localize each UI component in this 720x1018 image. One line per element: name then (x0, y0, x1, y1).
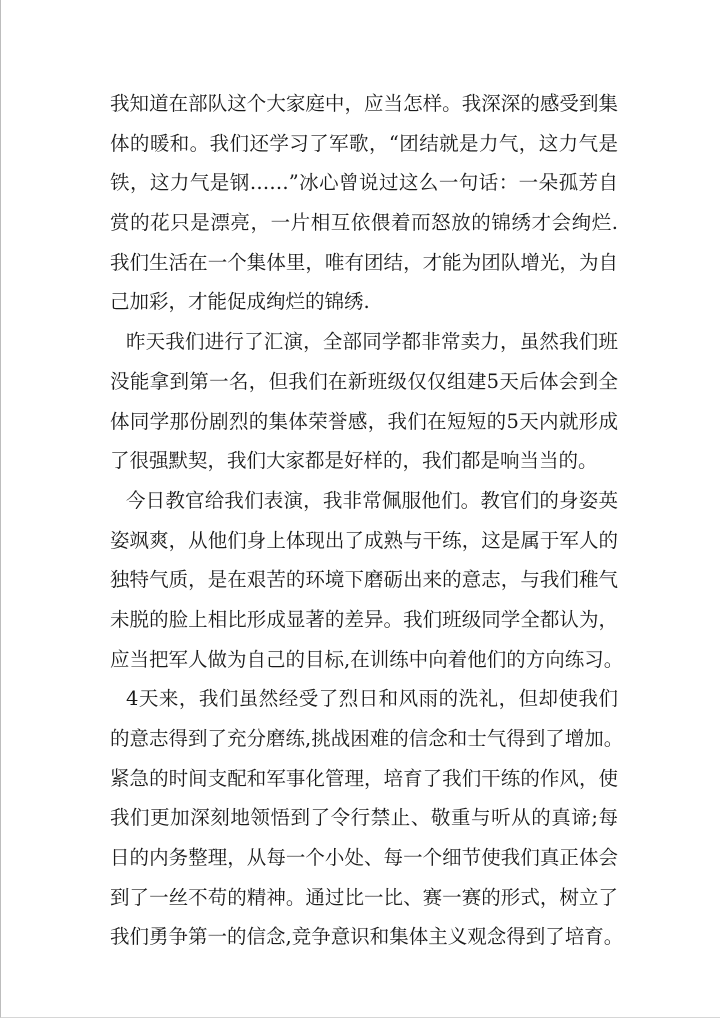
text-line: 日的内务整理，从每一个小处、每一个细节使我们真正体会 (110, 846, 618, 870)
text-line: 昨天我们进行了汇演，全部同学都非常卖力，虽然我们班 (126, 330, 618, 354)
text-line: 己加彩，才能促成绚烂的锦绣. (110, 290, 370, 314)
paragraph-1 (110, 84, 618, 322)
text-line: 应当把军人做为自己的目标,在训练中向着他们的方向练习。 (110, 647, 624, 671)
text-line: 4天来，我们虽然经受了烈日和风雨的洗礼，但却使我们 (126, 687, 618, 711)
paragraph-2 (110, 322, 618, 481)
text-line: 我知道在部队这个大家庭中，应当怎样。我深深的感受到集 (110, 92, 618, 115)
text-line: 的意志得到了充分磨练,挑战困难的信念和士气得到了增加。 (110, 727, 624, 750)
paragraph-3 (110, 481, 624, 679)
text-line: 我们更加深刻地领悟到了令行禁止、敬重与听从的真谛;每 (110, 806, 618, 830)
text-line: 未脱的脸上相比形成显著的差异。我们班级同学全都认为， (110, 607, 618, 631)
text-line: 紧急的时间支配和军事化管理，培育了我们干练的作风，使 (110, 766, 618, 790)
text-line: 没能拿到第一名，但我们在新班级仅仅组建5天后体会到全 (110, 369, 618, 393)
text-line: 到了一丝不苟的精神。通过比一比、赛一赛的形式，树立了 (110, 885, 618, 909)
text-line: 赏的花只是漂亮，一片相互依偎着而怒放的锦绣才会绚烂. (110, 211, 618, 235)
text-line: 铁，这力气是钢……”冰心曾说过这么一句话：一朵孤芳自 (110, 171, 618, 195)
text-line: 了很强默契，我们大家都是好样的，我们都是响当当的。 (110, 449, 598, 473)
text-line: 我们生活在一个集体里，唯有团结，才能为团队增光，为自 (110, 250, 618, 274)
text-line: 今日教官给我们表演，我非常佩服他们。教官们的身姿英 (126, 488, 618, 512)
paragraph-4 (110, 679, 624, 957)
text-line: 体的暖和。我们还学习了军歌，“团结就是力气，这力气是 (110, 131, 618, 155)
document-body (110, 84, 624, 957)
text-line: 姿飒爽，从他们身上体现出了成熟与干练，这是属于军人的 (110, 528, 618, 552)
text-line: 独特气质，是在艰苦的环境下磨砺出来的意志，与我们稚气 (110, 568, 618, 592)
text-line: 我们勇争第一的信念,竞争意识和集体主义观念得到了培育。 (110, 925, 624, 949)
text-line: 体同学那份剧烈的集体荣誉感，我们在短短的5天内就形成 (110, 409, 618, 433)
